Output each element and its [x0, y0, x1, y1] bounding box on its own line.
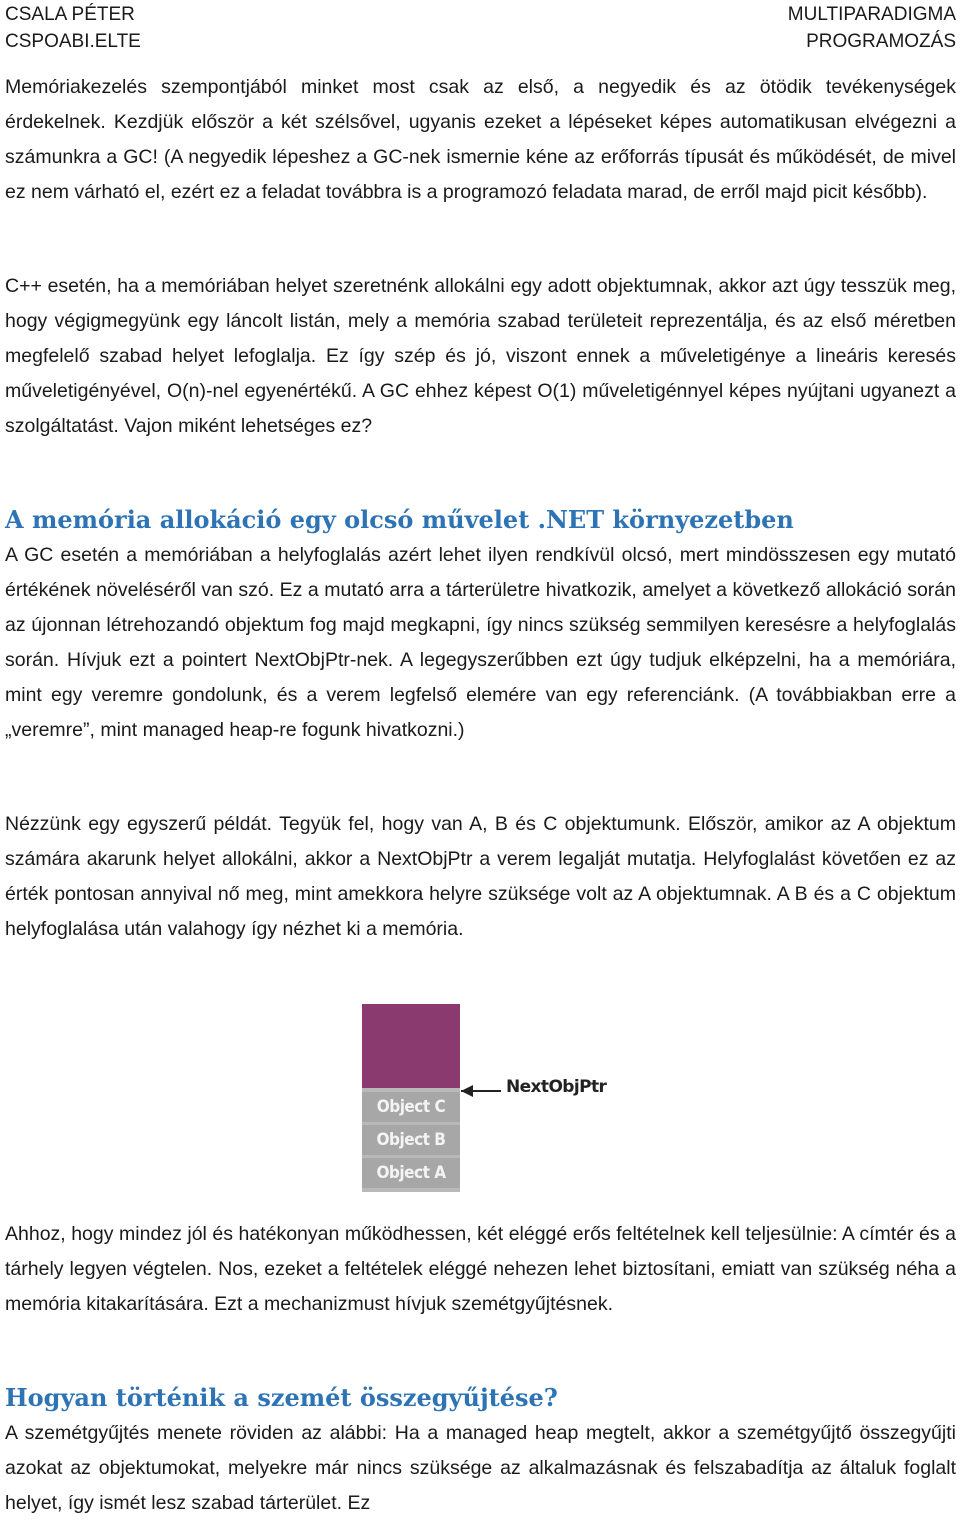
free-space-region — [362, 1004, 460, 1088]
page-header-right — [788, 1, 956, 55]
managed-heap-diagram — [362, 1004, 607, 1194]
heap-block — [362, 1004, 460, 1192]
pointer-arrow-line — [461, 1090, 501, 1092]
paragraph-example: Nézzünk egy egyszerű példát. Tegyük fel, hogy van A, B és C objektumunk. Először, amikor az A objektum számára akarunk helyet allokálni, akkor a NextObjPtr a verem legalját mutatja. Helyfoglalást követően ez az érték pontosan annyival nő meg, mint amekkora helyre szüksége volt az A objektumnak. A B és a C objektum helyfoglalása után valahogy így nézhet ki a memória. — [5, 813, 956, 940]
object-b-cell: Object B — [362, 1125, 460, 1155]
header-subject-line1: MULTIPARADIGMA — [787, 4, 956, 25]
paragraph-cpp-allocation: C++ esetén, ha a memóriában helyet szeretnénk allokálni egy adott objektumnak, akkor azt úgy tesszük meg, hogy végigmegyünk egy láncolt listán, mely a memória szabad területeit reprezentálja, és az első méretben megfelelő szabad helyet lefoglalja. Ez így szép és jó, viszont ennek a műveletigénye a lineáris keresés műveletigényével, O(n)-nel egyenértékű. A GC ehhez képest O(1) műveletigénnyel képes nyújtani ugyanezt a szolgáltatást. Vajon miként lehetséges ez? — [5, 275, 956, 437]
header-author: CSALA PÉTER — [5, 4, 135, 25]
header-course-code: CSPOABI.ELTE — [5, 31, 141, 52]
paragraph-gc-allocation: A GC esetén a memóriában a helyfoglalás azért lehet ilyen rendkívül olcsó, mert mindösszesen egy mutató értékének növeléséről van szó. Ez a mutató arra a tárterületre hivatkozik, amelyet a következő allokáció során az újonnan létrehozandó objektum fog majd megkapni, így nincs szükség semmilyen keresésre a helyfoglalás során. Hívjuk ezt a pointert NextObjPtr-nek. A legegyszerűbben ezt úgy tudjuk elképzelni, ha a memóriára, mint egy veremre gondolunk, és a verem legfelső elemére van egy referenciánk. (A továbbiakban erre a „veremre”, mint managed heap-re fogunk hivatkozni.) — [5, 544, 956, 741]
next-obj-ptr-label: NextObjPtr — [506, 1077, 607, 1097]
heading-cheap-allocation: A memória allokáció egy olcsó művelet .NET környezetben — [5, 505, 794, 534]
heading-garbage-collection: Hogyan történik a szemét összegyűjtése? — [5, 1383, 558, 1412]
header-subject-line2: PROGRAMOZÁS — [806, 31, 956, 52]
page-header-left — [5, 1, 141, 55]
paragraph-memory-activities: Memóriakezelés szempontjából minket most csak az első, a negyedik és az ötödik tevékenységek érdekelnek. Kezdjük először a két szélsővel, ugyanis ezeket a lépéseket képes automatikusan elvégezni a számunkra a GC! (A negyedik lépeshez a GC-nek ismernie kéne az erőforrás típusát és működését, de mivel ez nem várható el, ezért ez a feladat továbbra is a programozó feladata marad, de erről majd picit később). — [5, 76, 956, 203]
paragraph-gc-process: A szemétgyűjtés menete röviden az alábbi: Ha a managed heap megtelt, akkor a szemétgyűjtő összegyűjti azokat az objektumokat, melyekre már nincs szüksége az alkalmazásnak és felszabadítja az általuk foglalt helyet, így ismét lesz szabad tárterület. Ez — [5, 1422, 956, 1514]
object-a-cell: Object A — [362, 1158, 460, 1188]
object-c-cell: Object C — [362, 1092, 460, 1122]
paragraph-conditions: Ahhoz, hogy mindez jól és hatékonyan működhessen, két eléggé erős feltételnek kell teljesülnie: A címtér és a tárhely legyen végtelen. Nos, ezeket a feltételek eléggé nehezen lehet biztosítani, emiatt van szükség néha a memória kitakarítására. Ezt a mechanizmust hívjuk szemétgyűjtésnek. — [5, 1223, 956, 1315]
